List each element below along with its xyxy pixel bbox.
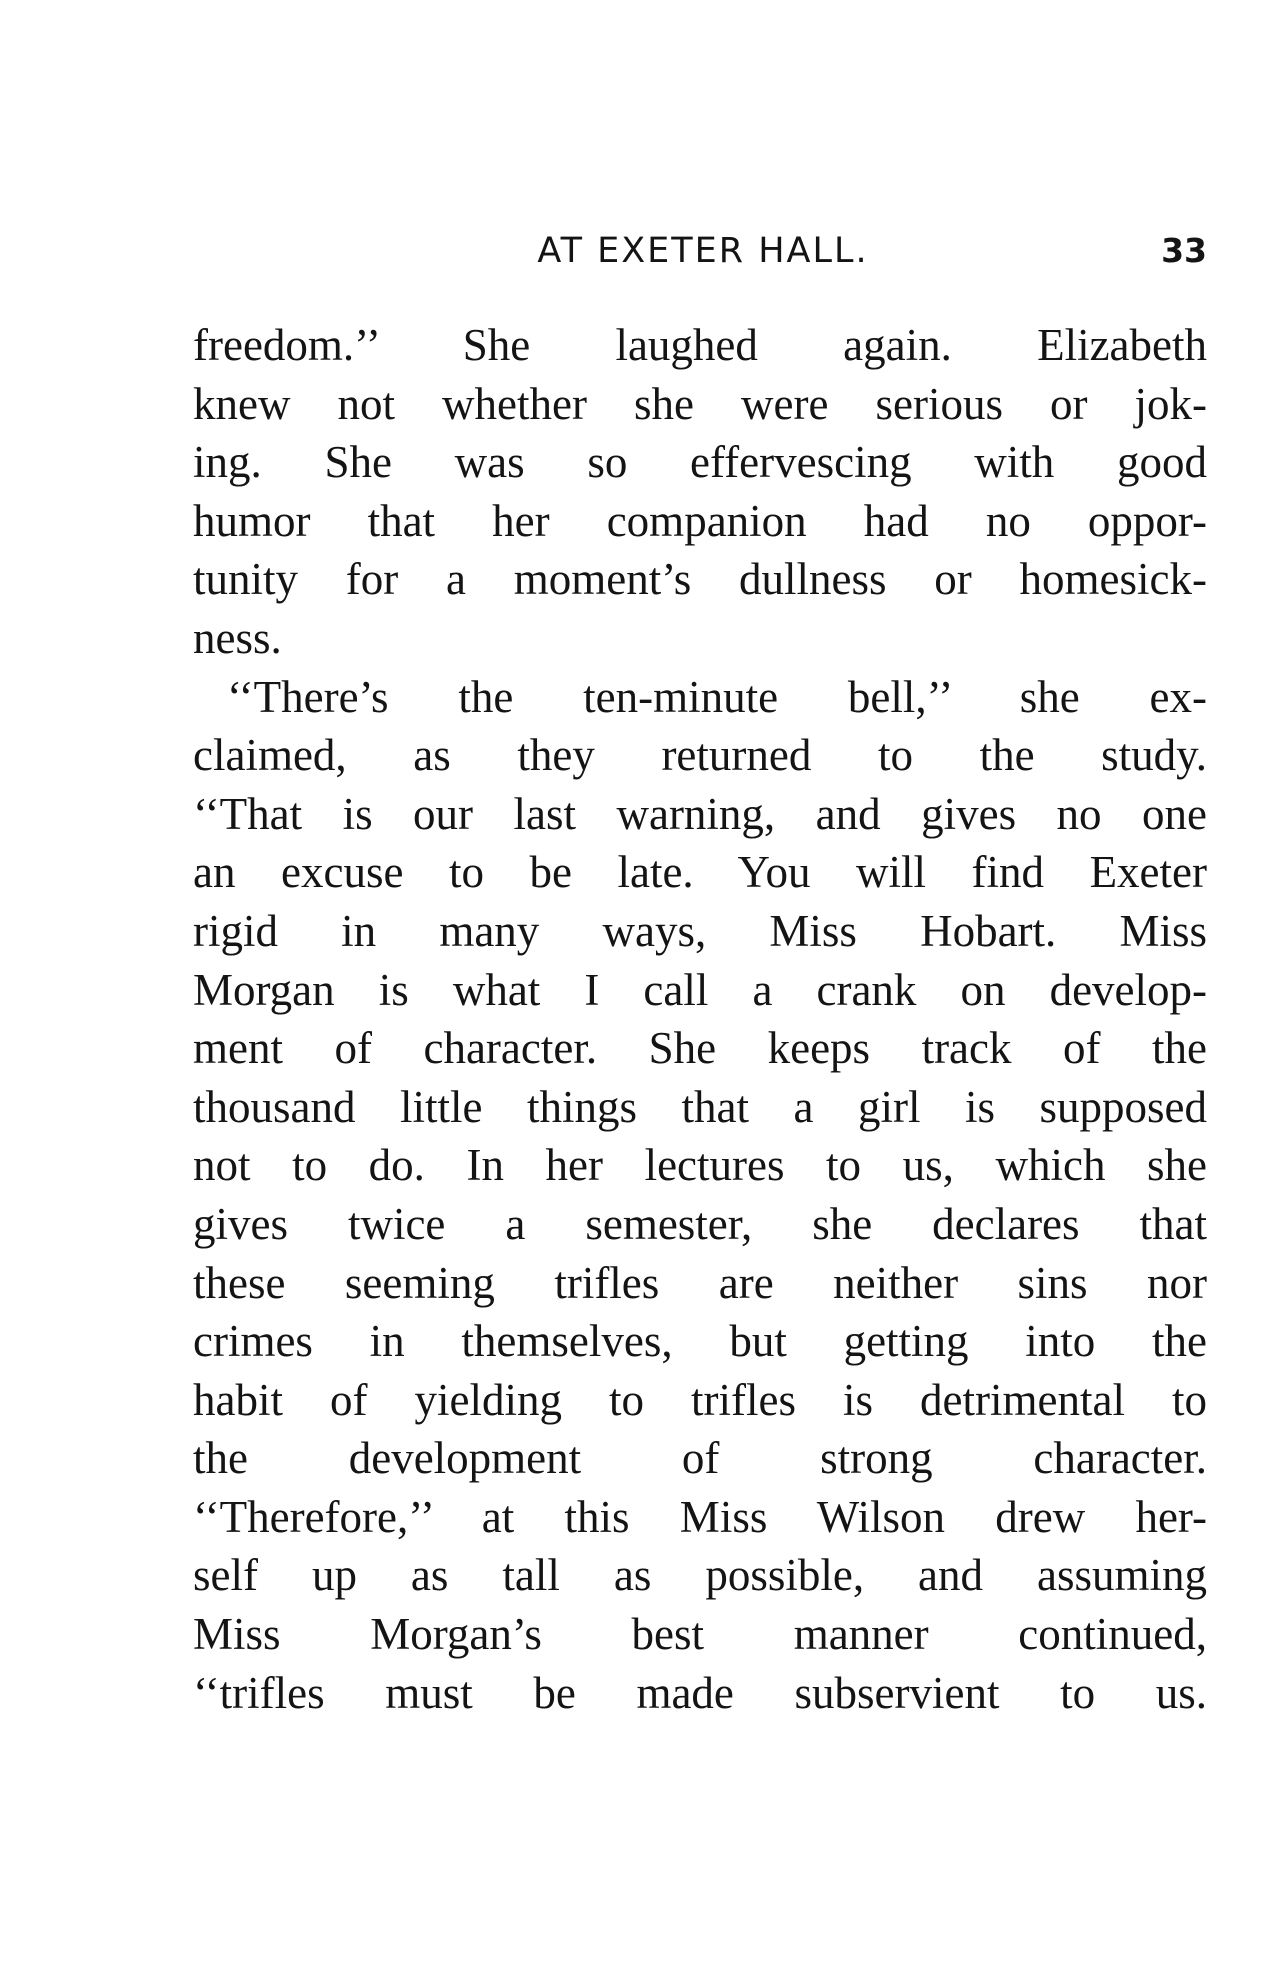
running-title: AT EXETER HALL. bbox=[537, 231, 869, 271]
body-text bbox=[193, 316, 1207, 1722]
text-line: claimed, as they returned to the study. bbox=[193, 730, 1207, 781]
text-line: ing. She was so effervescing with good bbox=[193, 437, 1207, 488]
text-line: humor that her companion had no oppor- bbox=[193, 495, 1207, 546]
text-line: ‘‘That is our last warning, and gives no one bbox=[193, 788, 1207, 839]
text-line: freedom.’’ She laughed again. Elizabeth bbox=[193, 320, 1207, 370]
text-line: self up as tall as possible, and assuming bbox=[193, 1550, 1207, 1601]
text-line: these seeming trifles are neither sins nor bbox=[193, 1257, 1207, 1308]
text-line: not to do. In her lectures to us, which she bbox=[193, 1140, 1207, 1191]
text-line: habit of yielding to trifles is detrimental to bbox=[193, 1374, 1207, 1425]
text-line: crimes in themselves, but getting into the bbox=[193, 1316, 1207, 1367]
text-line: tunity for a moment’s dullness or homesick- bbox=[193, 554, 1207, 605]
text-line: ‘‘There’s the ten-minute bell,’’ she ex- bbox=[227, 671, 1207, 722]
page-number: 33 bbox=[1161, 231, 1207, 270]
text-line: knew not whether she were serious or jok- bbox=[193, 378, 1207, 429]
text-line: ‘‘Therefore,’’ at this Miss Wilson drew her- bbox=[193, 1491, 1207, 1542]
text-line: ness. bbox=[193, 612, 282, 663]
text-line: rigid in many ways, Miss Hobart. Miss bbox=[193, 905, 1207, 956]
text-line: ‘‘trifles must be made subservient to us. bbox=[193, 1667, 1207, 1718]
text-line: Miss Morgan’s best manner continued, bbox=[193, 1609, 1207, 1660]
text-line: an excuse to be late. You will find Exeter bbox=[193, 847, 1207, 898]
text-line: ment of character. She keeps track of the bbox=[193, 1023, 1207, 1074]
text-line: gives twice a semester, she declares that bbox=[193, 1198, 1207, 1249]
text-line: thousand little things that a girl is supposed bbox=[193, 1081, 1207, 1132]
running-head bbox=[193, 228, 1207, 274]
text-line: Morgan is what I call a crank on develop- bbox=[193, 964, 1207, 1015]
text-line: the development of strong character. bbox=[193, 1433, 1207, 1484]
